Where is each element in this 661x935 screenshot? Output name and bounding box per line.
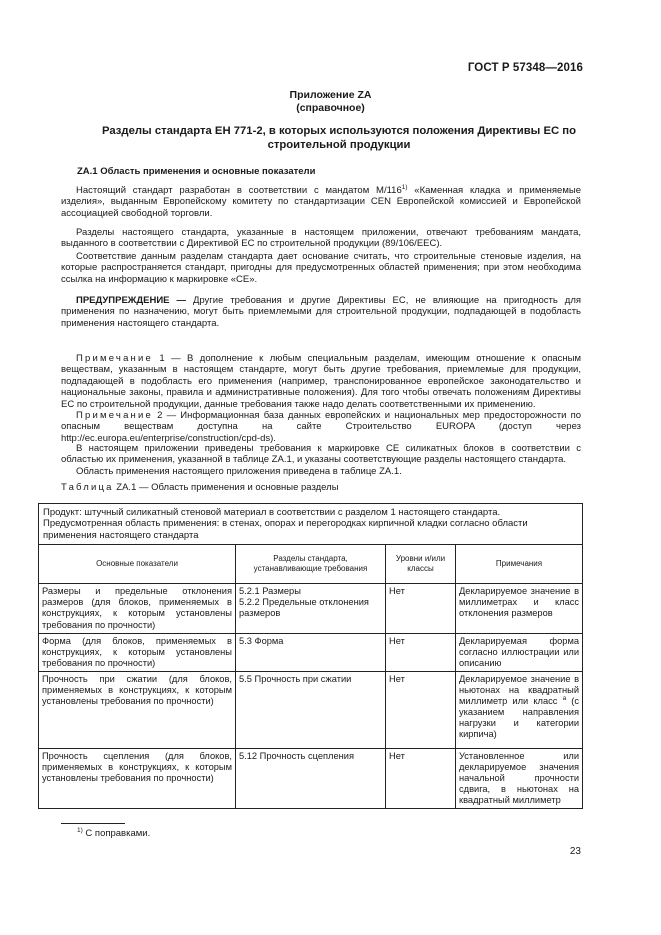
- note-1: Примечание 1 — В дополнение к любым специальным разделам, имеющим отношение к опасным веществам, указанным в настоящем стандарте, могут быть другие требования, приемлемые для продукции, подпадающей в подобласть его применения (например, транспонированное европейское законодательство и национальные законы, правила и административные положения). Для того чтобы отвечать положениям Директивы ЕС по строительной продукции, данные требования также надо делать соответственными их применению.: [61, 353, 581, 410]
- column-header: Уровни и/или классы: [386, 545, 456, 584]
- footnote: $^{1)}$ С поправками.: [77, 826, 151, 839]
- table-top-row: [39, 504, 583, 545]
- sections-cell: 5.3 Форма: [236, 633, 386, 671]
- footnote-ref: 1): [401, 183, 408, 191]
- table-header-row: [39, 545, 583, 584]
- column-header: Основные показатели: [39, 545, 236, 584]
- paragraph-conformity: Соответствие данным разделам стандарта дает основание считать, что строительные стеновые изделия, на которые распространяется стандарт, пригодны для предусмотренных областей применения; при этом необходима ссылка на информацию к маркировке «CE».: [61, 251, 581, 285]
- indicator-cell: Прочность сцепления (для блоков, применяемых в конструкциях, к которым установлены требования по прочности): [39, 748, 236, 808]
- paragraph-sections: Разделы настоящего стандарта, указанные в настоящем приложении, отвечают требованиям мандата, выданного в соответствии с Директивой ЕС по строительной продукции (89/106/EEC).: [61, 227, 581, 250]
- page-number: 23: [569, 846, 581, 857]
- indicator-cell: Прочность при сжатии (для блоков, применяемых в конструкциях, к которым установлены требования по прочности): [39, 671, 236, 748]
- levels-cell: Нет: [386, 748, 456, 808]
- standard-code: ГОСТ Р 57348—2016: [467, 62, 583, 74]
- sections-cell: 5.12 Прочность сцепления: [236, 748, 386, 808]
- table-row: [39, 584, 583, 633]
- paragraph-mandate: Настоящий стандарт разработан в соответствии с мандатом М/116$^{1)}$ «Каменная кладка и применяемые изделия», выданным Европейскому комитету по стандартизации CEN Европейской комиссией и Европейской ассоциацией свободной торговли.: [61, 183, 581, 219]
- footnote-divider: [61, 823, 125, 824]
- column-header: Разделы стандарта, устанавливающие требования: [236, 545, 386, 584]
- sections-cell: 5.2.1 Размеры 5.2.2 Предельные отклонения размеров: [236, 584, 386, 633]
- section-title: ZA.1 Область применения и основные показатели: [77, 166, 316, 177]
- sections-cell: 5.5 Прочность при сжатии: [236, 671, 386, 748]
- column-header: Примечания: [456, 545, 583, 584]
- table-row: [39, 633, 583, 671]
- annex-subtitle: (справочное): [296, 102, 365, 114]
- notes-cell: Декларируемое значение в ньютонах на квадратный миллиметр или класс $^a$ (с указанием направления нагрузки и категории кирпича): [456, 671, 583, 748]
- annex-title: Приложение ZA: [289, 89, 372, 101]
- notes-cell: Декларируемое значение в миллиметрах и класс отклонения размеров: [456, 584, 583, 633]
- notes-cell: Декларируемая форма согласно иллюстрации или описанию: [456, 633, 583, 671]
- warning-label: ПРЕДУПРЕЖДЕНИЕ —: [76, 295, 186, 306]
- paragraph-scope: Область применения настоящего приложения приведена в таблице ZA.1.: [76, 466, 402, 477]
- notes-cell: Установленное или декларируемое значения начальной прочности сдвига, в ньютонах на квадратный миллиметр: [456, 748, 583, 808]
- note-2: Примечание 2 — Информационная база данных европейских и национальных мер предосторожности по опасным веществам доступна на сайте Строительство EUROPA (доступ через http://ec.europa.eu/enterprise/construction/cpd-ds).: [61, 410, 581, 444]
- indicator-cell: Форма (для блоков, применяемых в конструкциях, к которым установлены требования по прочности): [39, 633, 236, 671]
- table-row: [39, 748, 583, 808]
- table-footnote-ref: a: [562, 694, 567, 702]
- levels-cell: Нет: [386, 584, 456, 633]
- table-caption: Таблица ZA.1 — Область применения и основные разделы: [61, 482, 339, 493]
- table-product-description: Продукт: штучный силикатный стеновой материал в соответствии с разделом 1 настоящего стандарта. Предусмотренная область применения: в стенах, опорах и перегородках кирпичной кладки согласно области применения настоящего стандарта: [39, 504, 583, 545]
- paragraph-warning: ПРЕДУПРЕЖДЕНИЕ — Другие требования и другие Директивы ЕС, не влияющие на пригодность для применения по назначению, могут быть приемлемыми для строительной продукции, подпадающей в подобласть применения настоящего стандарта.: [61, 295, 582, 329]
- annex-heading: Разделы стандарта ЕН 771-2, в которых используются положения Директивы ЕС по строительной продукции: [101, 125, 576, 151]
- table-row: [39, 671, 583, 748]
- levels-cell: Нет: [386, 671, 456, 748]
- scope-table: [38, 503, 583, 809]
- levels-cell: Нет: [386, 633, 456, 671]
- paragraph-marking: В настоящем приложении приведены требования к маркировке CE силикатных блоков в соответствии с областью их применения, указанной в таблице ZA.1, и указаны соответствующие разделы настоящего стандарта.: [61, 443, 581, 466]
- indicator-cell: Размеры и предельные отклонения размеров (для блоков, применяемых в конструкциях, к которым установлены требования по прочности): [39, 584, 236, 633]
